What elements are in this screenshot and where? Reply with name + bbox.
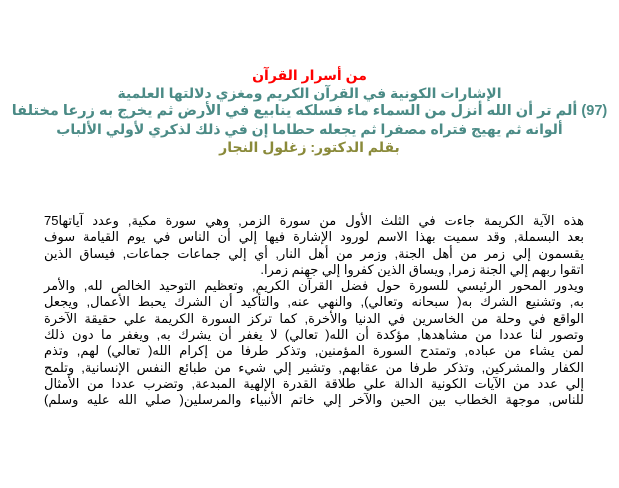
text-line: وتصور لنا عددا من مشاهدها, مؤكدة أن الله( تعالي) لا يغفر أن يشرك به, ويغفر ما دون ذلك	[44, 327, 584, 343]
verse-line-1: (97) ألم تر أن الله أنزل من السماء ماء فسلكه ينابيع في الأرض ثم يخرج به زرعا مختلفا	[11, 103, 608, 119]
paragraph-2	[44, 278, 584, 408]
text-line: بعد البسملة, وقد سميت بهذا الاسم لورود الإشارة فيها إلي أن الناس في يوم القيامة سوف	[44, 229, 584, 245]
article-body	[44, 213, 584, 409]
text-line: للناس, موجهة الخطاب بين الحين والآخر إلي خاتم الأنبياء والمرسلين( صلي الله عليه وسلم)	[44, 392, 584, 408]
text-line: يقسمون إلي زمر من أهل الجنة, وزمر من أهل النار, أي إلي جماعات جماعات, فيساق الذين	[44, 245, 584, 261]
verse-line-2: ألوانه ثم يهيج فتراه مصفرا ثم يجعله حطاما إن في ذلك لذكري لأولي الألباب	[56, 121, 563, 137]
text-line: ويدور المحور الرئيسي للسورة حول فضل القرآن الكريم, وتعظيم التوحيد الخالص لله, والأمر	[44, 278, 584, 294]
text-line: الواقع في وحلة من الخاسرين في الدنيا والأخرة, كما تركز السورة الكريمة علي حقيقة الآخرة	[44, 310, 584, 326]
text-line: لمن يشاء من عباده, وتمتدح السورة المؤمنين, وتذكر طرفا من إكرام الله( تعالي) لهم, وتذم	[44, 343, 584, 359]
text-line: به, وتشنيع الشرك به( سبحانه وتعالي), والنهي عنه, والتأكيد أن الشرك يحبط الأعمال, ويجعل	[44, 294, 584, 310]
author-byline: بقلم الدكتور: زغلول النجار	[219, 139, 400, 155]
article-title: الإشارات الكونية في القرآن الكريم ومغزي دلالتها العلمية	[117, 85, 502, 101]
paragraph-1	[44, 213, 584, 278]
text-line: إلي عدد من الآيات الكونية الدالة علي طلاقة القدرة الإلهية المبدعة, وتضرب عددا من الأمثال	[44, 375, 584, 391]
section-title: من أسرار القرآن	[252, 67, 367, 83]
text-line: الكفار والمشركين, وتذكر طرفا من عقابهم, وتشير إلي شيء من طبائع النفس الإنسانية, وتلمح	[44, 359, 584, 375]
text-line: اتقوا ربهم إلي الجنة زمرا, ويساق الذين كفروا إلي جهنم زمرا.	[260, 261, 584, 277]
text-line: هذه الآية الكريمة جاءت في الثلث الأول من سورة الزمر, وهي سورة مكية, وعدد آياتها75	[44, 213, 584, 228]
